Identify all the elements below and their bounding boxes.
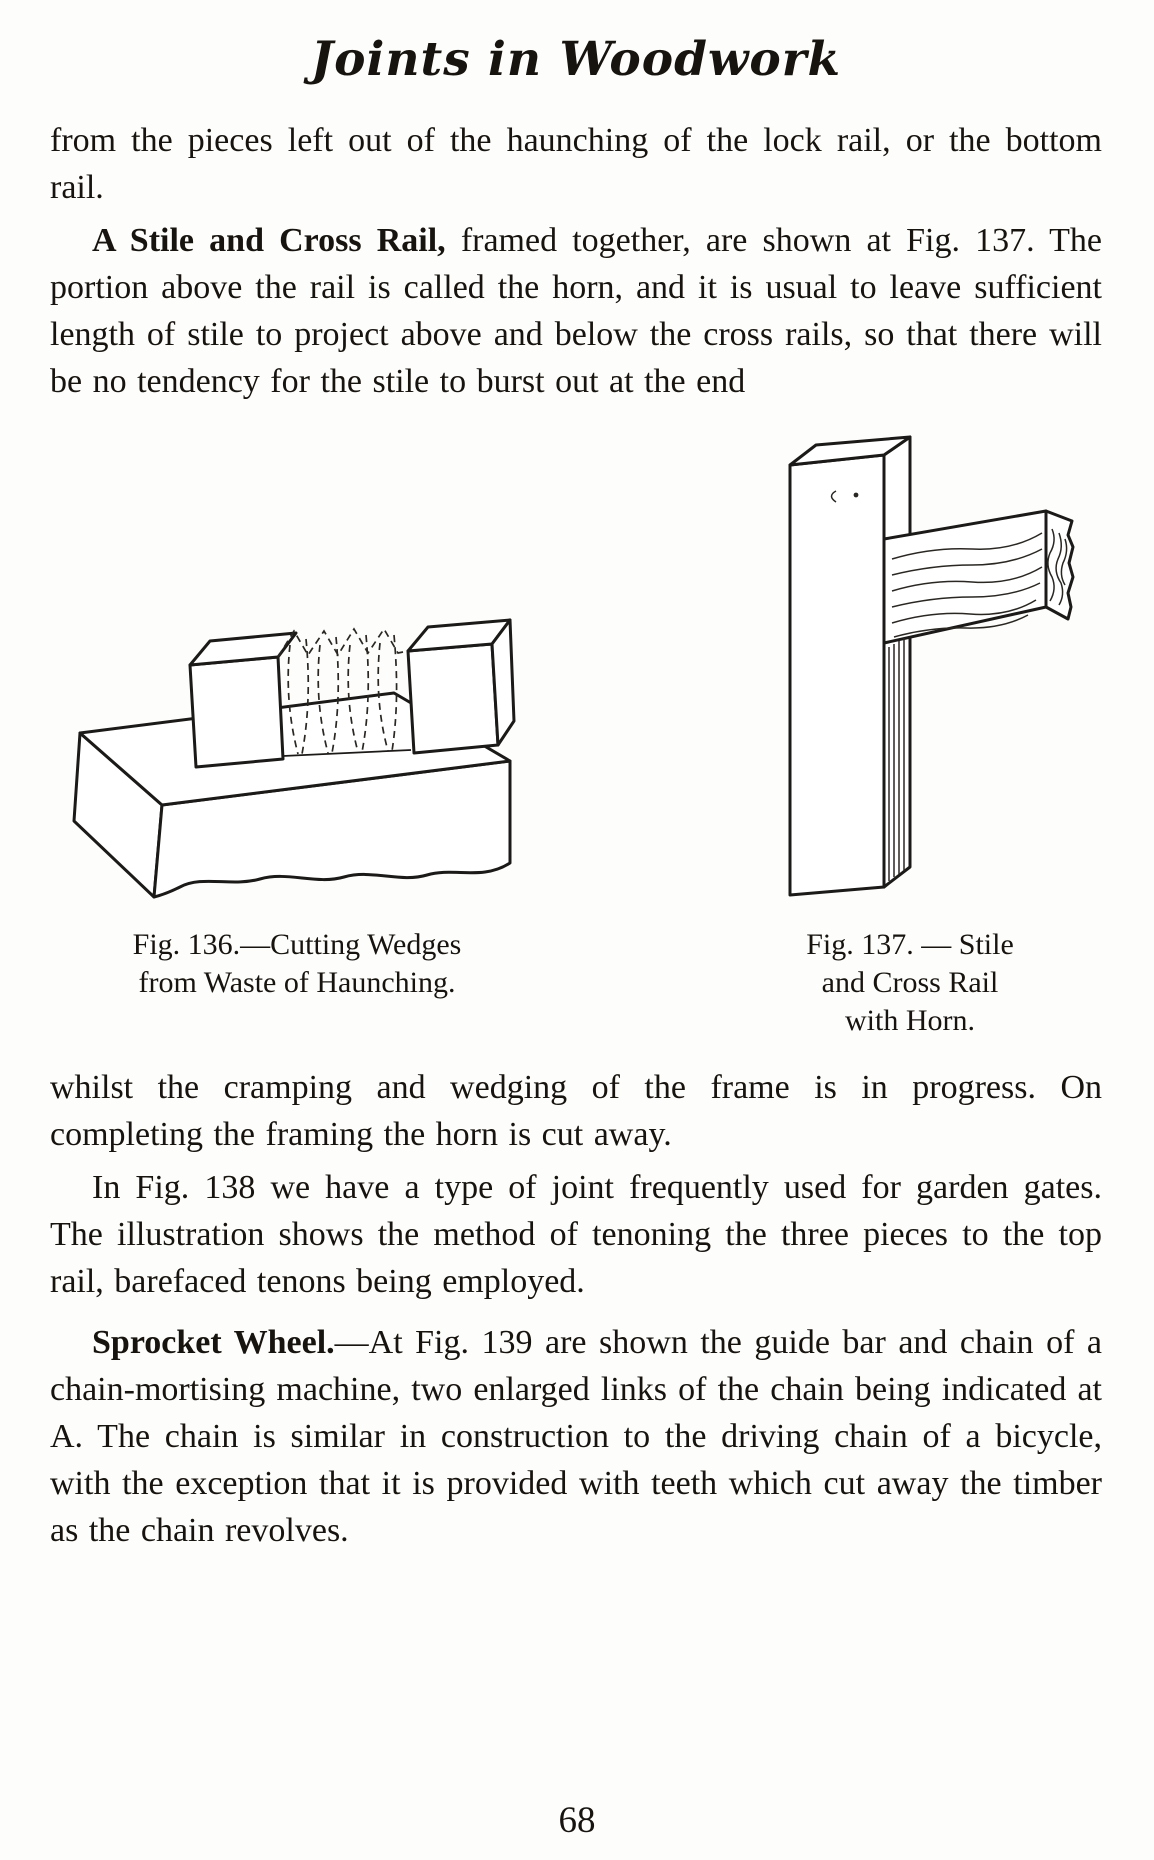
fig137-caption-line3: with Horn. [845, 1004, 975, 1037]
paragraph-fig138-garden-gates: In Fig. 138 we have a type of joint frequently used for garden gates. The illustration shows the method of tenoning the three pieces to the top rail, barefaced tenons being employed. [50, 1169, 1102, 1300]
paragraph-continuation: from the pieces left out of the haunching of the lock rail, or the bottom rail. [50, 122, 1102, 206]
fig136-caption-line1: Fig. 136.—Cutting Wedges [132, 928, 462, 961]
fig137-caption-line1: Fig. 137. — Stile [806, 928, 1014, 961]
page-title: Joints in Woodwork [310, 32, 842, 87]
paragraph-sprocket-wheel [50, 1319, 1102, 1554]
fig137-caption-line2: and Cross Rail [821, 966, 999, 999]
fig136-drawing-cutting-wedges [62, 565, 532, 910]
paragraph-body-sprocket: —At Fig. 139 are shown the guide bar and chain of a chain-mortising machine, two enlarged links of the chain being indicated at A. The chain is similar in construction to the driving chain of a bicycle, with the exception that it is provided with teeth which cut away the timber as the chain revolves. [50, 1324, 1102, 1549]
paragraph-whilst-cramping: whilst the cramping and wedging of the frame is in progress. On completing the framing the horn is cut away. [50, 1069, 1102, 1153]
fig136-caption-line2: from Waste of Haunching. [138, 966, 456, 999]
page-number: 68 [558, 1800, 596, 1841]
paragraph-body-stile: framed together, are shown at Fig. 137. The portion above the rail is called the horn, and it is usual to leave sufficient length of stile to project above and below the cross rails, so that there will be no tendency for the stile to burst out at the end [50, 222, 1102, 400]
fig136-caption [133, 926, 462, 1042]
fig137-drawing-stile-cross-rail [744, 435, 1076, 910]
fig137-caption [806, 926, 1014, 1042]
paragraph-lead-stile: A Stile and Cross Rail, [92, 222, 446, 259]
figure-row [50, 435, 1102, 1042]
figure-137 [744, 435, 1076, 1042]
paragraph-lead-sprocket: Sprocket Wheel. [92, 1324, 335, 1361]
paragraph-stile-cross-rail [50, 217, 1102, 405]
figure-136 [62, 565, 532, 1042]
